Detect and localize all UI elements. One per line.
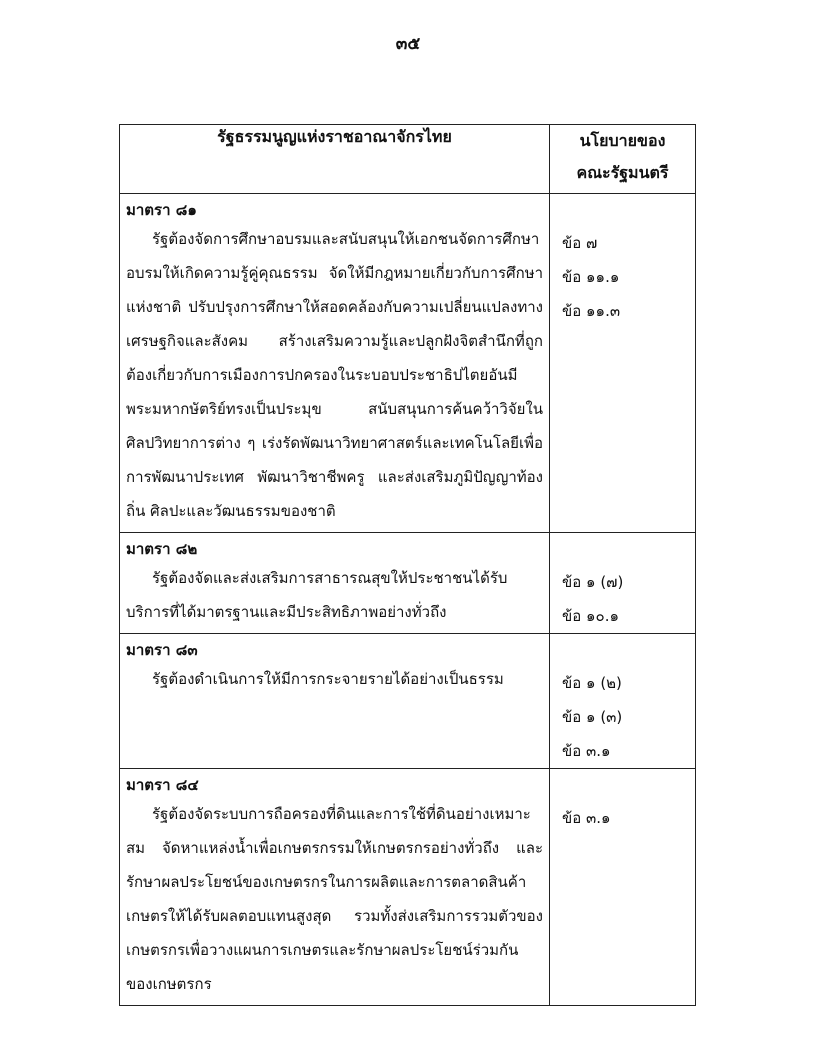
policy-ref: ข้อ ๓.๑ bbox=[562, 742, 611, 760]
header-constitution: รัฐธรรมนูญแห่งราชอาณาจักรไทย bbox=[120, 125, 550, 194]
section-title: มาตรา ๘๒ bbox=[126, 540, 198, 558]
policy-ref-cell bbox=[550, 634, 696, 769]
section-title: มาตรา ๘๑ bbox=[126, 201, 197, 219]
section-row-84 bbox=[120, 769, 696, 1006]
header-policy-line1: นโยบายของ bbox=[579, 131, 666, 150]
page-number: ๓๕ bbox=[395, 34, 421, 54]
section-body: รัฐต้องจัดระบบการถือครองที่ดินและการใช้ที่ดินอย่างเหมาะสม จัดหาแหล่งน้ำเพื่อเกษตรกรรมให้เกษตรกรอย่างทั่วถึง และรักษาผลประโยชน์ของเกษตรกรในการผลิตและการตลาดสินค้าเกษตรให้ได้รับผลตอบแทนสูงสุด รวมทั้งส่งเสริมการรวมตัวของเกษตรกรเพื่อวางแผนการเกษตรและรักษาผลประโยชน์ร่วมกันของเกษตรกร bbox=[126, 805, 543, 993]
policy-ref-cell bbox=[550, 194, 696, 533]
section-row-82 bbox=[120, 533, 696, 634]
constitution-policy-table bbox=[119, 124, 696, 1006]
section-title: มาตรา ๘๓ bbox=[126, 641, 198, 659]
header-policy-line2: คณะรัฐมนตรี bbox=[576, 163, 669, 182]
policy-ref: ข้อ ๓.๑ bbox=[562, 809, 611, 827]
section-body: รัฐต้องจัดและส่งเสริมการสาธารณสุขให้ประชาชนได้รับบริการที่ได้มาตรฐานและมีประสิทธิภาพอย่างทั่วถึง bbox=[126, 569, 508, 621]
policy-ref: ข้อ ๑ (๗) bbox=[562, 573, 624, 591]
policy-ref-cell bbox=[550, 533, 696, 634]
policy-ref: ข้อ ๗ bbox=[562, 234, 598, 252]
policy-ref: ข้อ ๑๑.๓ bbox=[562, 302, 621, 320]
section-text-cell bbox=[120, 634, 550, 769]
policy-ref: ข้อ ๑๐.๑ bbox=[562, 607, 619, 625]
section-text-cell bbox=[120, 533, 550, 634]
section-body: รัฐต้องจัดการศึกษาอบรมและสนับสนุนให้เอกชนจัดการศึกษาอบรมให้เกิดความรู้คู่คุณธรรม จัดให้มีกฎหมายเกี่ยวกับการศึกษาแห่งชาติ ปรับปรุงการศึกษาให้สอดคล้องกับความเปลี่ยนแปลงทางเศรษฐกิจและสังคม สร้างเสริมความรู้และปลูกฝังจิตสำนึกที่ถูกต้องเกี่ยวกับการเมืองการปกครองในระบอบประชาธิปไตยอันมีพระมหากษัตริย์ทรงเป็นประมุข สนับสนุนการค้นคว้าวิจัยในศิลปวิทยาการต่าง ๆ เร่งรัดพัฒนาวิทยาศาสตร์และเทคโนโลยีเพื่อการพัฒนาประเทศ พัฒนาวิชาชีพครู และส่งเสริมภูมิปัญญาท้องถิ่น ศิลปะและวัฒนธรรมของชาติ bbox=[126, 230, 543, 520]
section-body: รัฐต้องดำเนินการให้มีการกระจายรายได้อย่างเป็นธรรม bbox=[152, 670, 504, 688]
header-cabinet-policy bbox=[550, 125, 696, 194]
section-title: มาตรา ๘๔ bbox=[126, 776, 199, 794]
policy-ref: ข้อ ๑ (๒) bbox=[562, 674, 622, 692]
section-text-cell bbox=[120, 194, 550, 533]
policy-ref: ข้อ ๑๑.๑ bbox=[562, 268, 620, 286]
section-row-81 bbox=[120, 194, 696, 533]
policy-ref-cell bbox=[550, 769, 696, 1006]
section-row-83 bbox=[120, 634, 696, 769]
section-text-cell bbox=[120, 769, 550, 1006]
table-header-row bbox=[120, 125, 696, 194]
policy-ref: ข้อ ๑ (๓) bbox=[562, 708, 623, 726]
